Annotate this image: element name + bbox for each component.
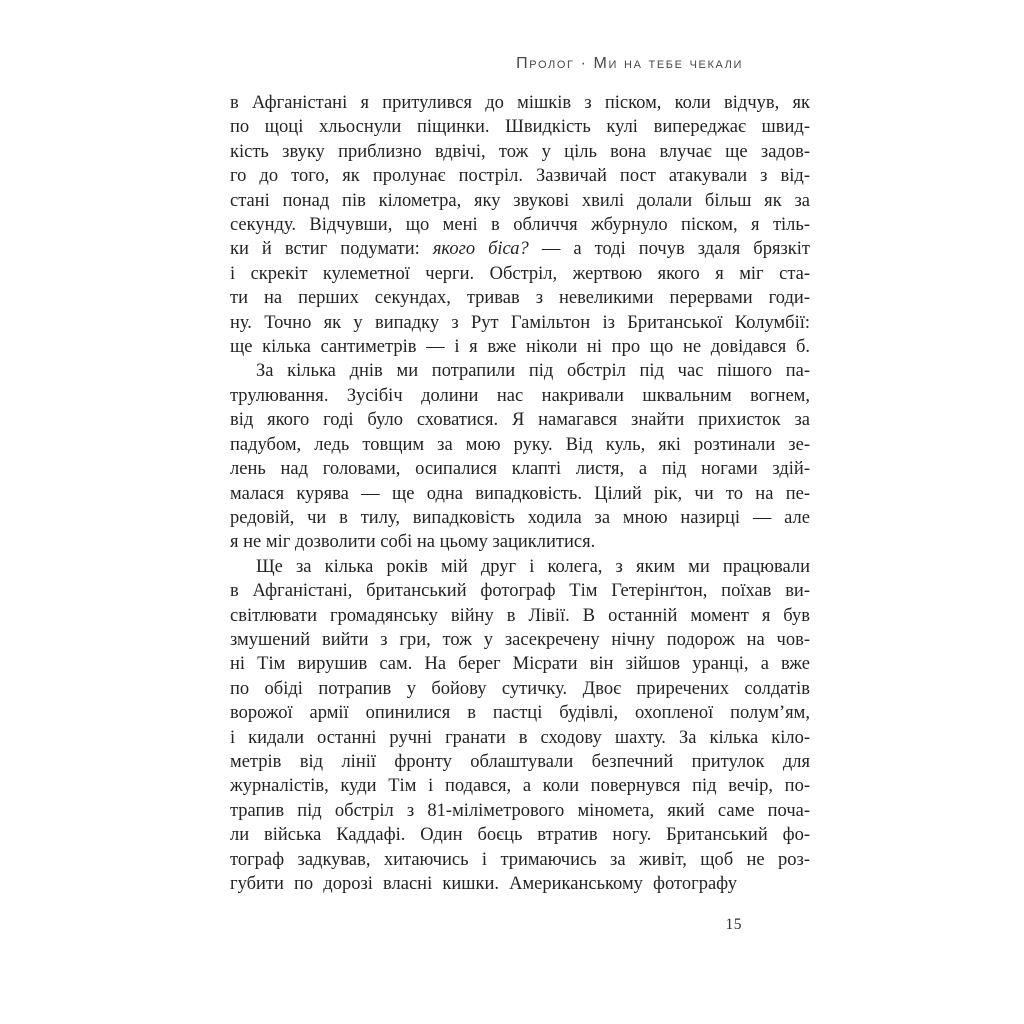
text-line: тограф задкував, хитаючись і тримаючись за живіт, щоб не роз-	[230, 849, 810, 870]
text-line: ще кілька сантиметрів — і я вже ніколи ні про що не довідався б.	[230, 337, 810, 358]
text-line: і скрекіт кулеметної черги. Обстріл, жертвою якого я міг ста-	[230, 263, 810, 284]
text-line: в Афганістані, британський фотограф Тім Гетерінґтон, поїхав ви-	[230, 581, 810, 602]
text-line: лень над головами, осипалися клапті листя, а під ногами здій-	[230, 459, 810, 480]
text-line: в Афганістані я притулився до мішків з піском, коли відчув, як	[230, 93, 810, 113]
text-line: губити по дорозі власні кишки. Американському фотографу	[230, 874, 737, 894]
text-line: секунду. Відчувши, що мені в обличчя жбурнуло піском, я тіль-	[230, 215, 810, 236]
text-line: від якого годі було сховатися. Я намагався знайти прихисток за	[230, 410, 810, 431]
text-line: трулювання. Зусібіч долини нас накривали шквальним вогнем,	[230, 385, 810, 406]
text-line: світлювати громадянську війну в Лівії. В останній момент я був	[230, 605, 810, 626]
text-line: падубом, ледь товщим за мою руку. Від куль, які розтинали зе-	[230, 434, 810, 455]
text-line: Ще за кілька років мій друг і колега, з яким ми працювали	[256, 556, 810, 577]
text-line: ні Тім вирушив сам. На берег Місрати він зійшов уранці, а вже	[230, 654, 810, 675]
text-line: трапив під обстріл з 81-міліметрового міномета, який саме поча-	[230, 800, 810, 821]
text-line: я не міг дозволити собі на цьому зациклитися.	[230, 532, 596, 553]
text-line: метрів від лінії фронту облаштували безпечний притулок для	[230, 751, 810, 772]
text-line: го до того, як пролунає постріл. Зазвичай пост атакували з від-	[230, 166, 810, 187]
page-number: 15	[725, 916, 742, 933]
text-line: по обіді потрапив у бойову сутичку. Двоє приречених солдатів	[230, 678, 810, 699]
text-line: журналістів, куди Тім і подався, а коли повернувся під вечір, по-	[230, 776, 810, 797]
text-block	[230, 91, 810, 896]
text-line: змушений вийти з гри, тож у засекречену нічну подорож на чов-	[230, 629, 810, 650]
text-line: і кидали останні ручні гранати в сходову шахту. За кілька кіло-	[230, 727, 810, 748]
text-line: ти на перших секундах, тривав з невеликими перервами годи-	[230, 288, 810, 309]
text-line: ли війська Каддафі. Один боєць втратив ногу. Британський фо-	[230, 825, 810, 846]
text-line: стані понад пів кілометра, яку звукові хвилі долали більш як за	[230, 190, 810, 211]
text-line: ну. Точно як у випадку з Рут Гамільтон із Британської Колумбії:	[230, 312, 810, 333]
text-line: малася курява — ще одна випадковість. Цілий рік, чи то на пе-	[230, 483, 810, 504]
text-line: ки й встиг подумати: якого біса? — а тоді почув здаля брязкіт	[230, 239, 810, 260]
text-line: редовій, чи в тилу, випадковість ходила за мною назирці — але	[230, 507, 810, 528]
running-head: Пролог · Ми на тебе чекали	[516, 55, 743, 72]
text-line: по щоці хльоснули піщинки. Швидкість кулі випереджає швид-	[230, 117, 810, 138]
text-line: кість звуку приблизно вдвічі, тож у ціль вона влучає ще задов-	[230, 141, 810, 162]
text-line: ворожої армії опинилися в пастці будівлі, охопленої полум’ям,	[230, 703, 810, 724]
text-line: За кілька днів ми потрапили під обстріл під час пішого па-	[256, 361, 810, 382]
